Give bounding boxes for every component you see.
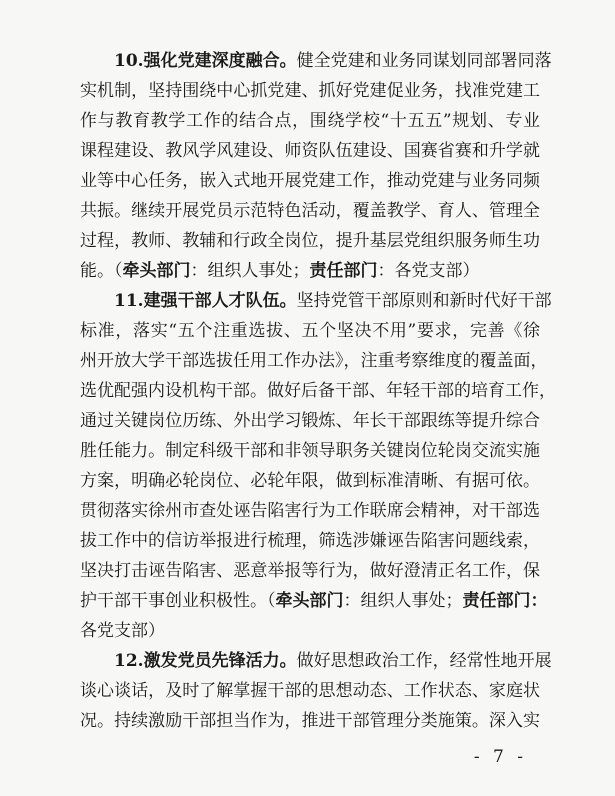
section-11-line-9: 拔工作中的信访举报进行梳理，筛选涉嫌诬告陷害问题线索， <box>80 531 540 551</box>
section-12-line-3: 况。持续激励干部担当作为，推进干部管理分类施策。深入实 <box>80 711 540 731</box>
section-11-line-12: 各党支部） <box>80 621 165 641</box>
section-12-text: 做好思想政治工作，经常性地开展 <box>296 651 552 671</box>
section-11-resp-colon: ： <box>530 591 548 611</box>
section-11-line-10: 坚决打击诬告陷害、恶意举报等行为，做好澄清正名工作，保 <box>80 561 540 581</box>
section-10-resp-value: ：各党支部） <box>377 261 480 281</box>
section-10-text: 健全党建和业务同谋划同部署同落 <box>296 51 552 71</box>
section-12-line-2: 谈心谈话，及时了解掌握干部的思想动态、工作状态、家庭状 <box>80 681 540 701</box>
section-10-line-1 <box>80 46 552 76</box>
section-11-heading: 11.建强干部人才队伍。 <box>114 291 297 311</box>
section-10-line-3: 作与教育教学工作的结合点，围绕学校“十五五”规划、专业 <box>80 111 540 131</box>
section-10-resp-label: 责任部门 <box>309 261 378 281</box>
document-body <box>80 46 556 736</box>
section-11-line-7: 方案，明确必轮岗位、必轮年限，做到标准清晰、有据可依。 <box>80 471 540 491</box>
section-11-text: 坚持党管干部原则和新时代好干部 <box>296 291 552 311</box>
section-11-line-4: 选优配强内设机构干部。做好后备干部、年轻干部的培育工作， <box>80 381 556 401</box>
section-11-line-5: 通过关键岗位历练、外出学习锻炼、年长干部跟练等提升综合 <box>80 411 540 431</box>
section-10-heading: 10.强化党建深度融合。 <box>114 51 297 71</box>
section-10-lead-label: 牵头部门 <box>122 261 191 281</box>
section-10-line-5: 业等中心任务，嵌入式地开展党建工作，推动党建与业务同频 <box>80 171 540 191</box>
section-11-line-8: 贯彻落实徐州市查处诬告陷害行为工作联席会精神，对干部选 <box>80 501 540 521</box>
section-11-lead-label: 牵头部门 <box>275 591 344 611</box>
section-11-line-11 <box>80 586 548 616</box>
section-10-lead-value: ：组织人事处； <box>190 261 310 281</box>
section-12-line-1 <box>80 646 552 676</box>
section-10-line-8 <box>80 256 540 286</box>
section-10-last-text: 能。（ <box>80 261 123 281</box>
section-11-line-6: 胜任能力。制定科级干部和非领导职务关键岗位轮岗交流实施 <box>80 441 540 461</box>
section-10-line-2: 实机制，坚持围绕中心抓党建、抓好党建促业务，找准党建工 <box>80 81 540 101</box>
section-11-lead-value: ：组织人事处； <box>343 591 463 611</box>
section-11-line-2: 标准，落实“五个注重选拔、五个坚决不用”要求，完善《徐 <box>80 321 540 341</box>
section-11-resp-label: 责任部门 <box>462 591 531 611</box>
section-11-line-1 <box>80 286 552 316</box>
section-12-heading: 12.激发党员先锋活力。 <box>114 651 297 671</box>
page-number: - 7 - <box>473 747 527 767</box>
section-11-line-3: 州开放大学干部选拔任用工作办法》，注重考察维度的覆盖面， <box>80 351 548 371</box>
section-10-line-4: 课程建设、教风学风建设、师资队伍建设、国赛省赛和升学就 <box>80 141 540 161</box>
section-11-last-text: 护干部干事创业积极性。（ <box>80 591 276 611</box>
section-10-line-6: 共振。继续开展党员示范特色活动，覆盖教学、育人、管理全 <box>80 201 540 221</box>
section-10-line-7: 过程，教师、教辅和行政全岗位，提升基层党组织服务师生功 <box>80 231 540 251</box>
